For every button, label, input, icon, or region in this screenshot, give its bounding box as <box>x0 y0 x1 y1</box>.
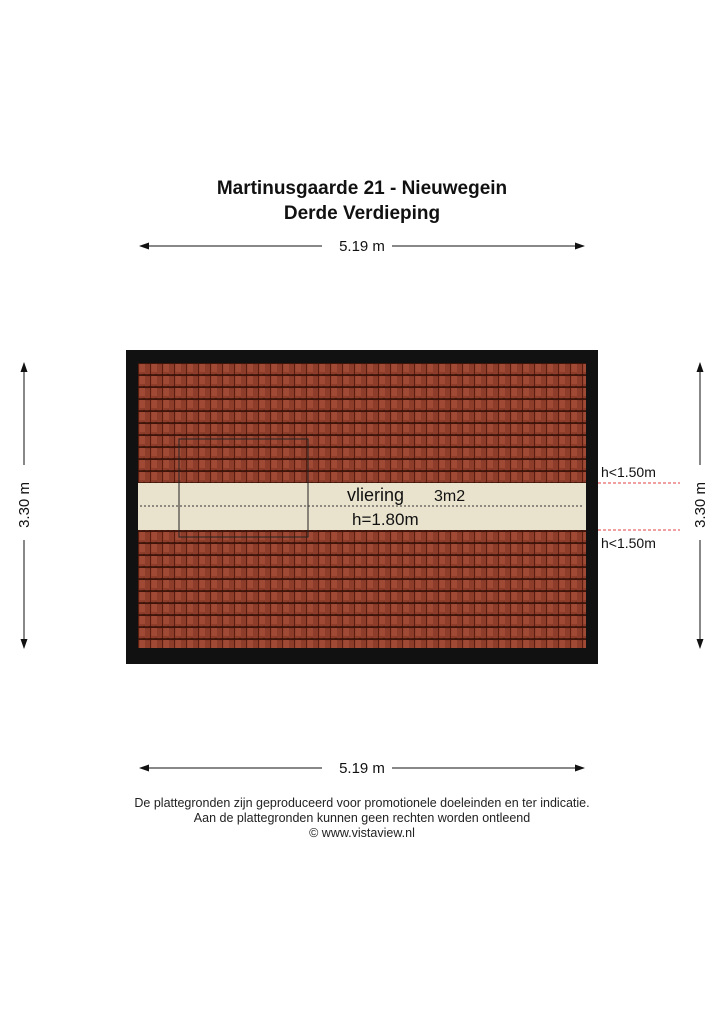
height-marker-lower: h<1.50m <box>601 535 656 551</box>
room-height: h=1.80m <box>352 510 419 529</box>
height-marker-upper: h<1.50m <box>601 464 656 480</box>
disclaimer <box>0 796 724 841</box>
bottom-dimension <box>139 760 585 777</box>
right-dimension <box>692 362 709 649</box>
room-area: 3m2 <box>434 488 466 505</box>
disclaimer-line-1: De plattegronden zijn geproduceerd voor promotionele doeleinden en ter indicatie. <box>134 796 590 810</box>
right-height-label: 3.30 m <box>692 482 709 528</box>
left-dimension <box>16 362 33 649</box>
disclaimer-line-2: Aan de plattegronden kunnen geen rechten worden ontleend <box>193 811 531 825</box>
floor-title: Derde Verdieping <box>283 203 441 224</box>
bottom-width-label: 5.19 m <box>339 760 385 777</box>
top-dimension <box>139 238 585 255</box>
room-name: vliering <box>347 485 405 505</box>
page-title: Martinusgaarde 21 - Nieuwegein <box>216 178 508 199</box>
copyright-link[interactable]: © www.vistaview.nl <box>309 826 415 840</box>
left-height-label: 3.30 m <box>16 482 33 528</box>
top-width-label: 5.19 m <box>339 238 385 255</box>
